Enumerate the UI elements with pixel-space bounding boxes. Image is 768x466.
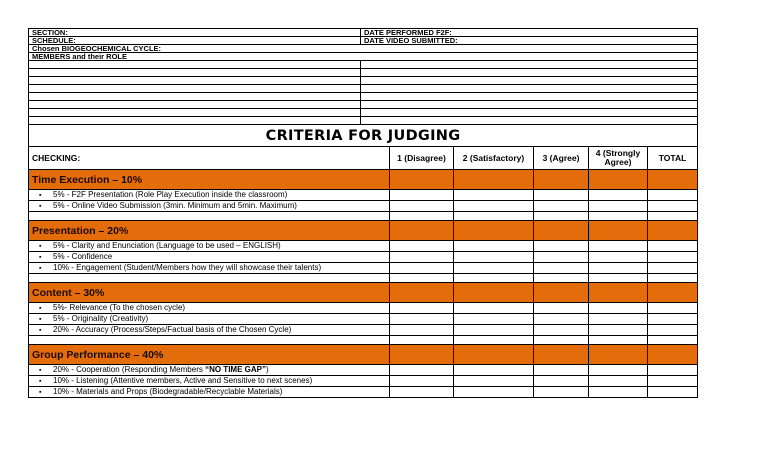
score-cell[interactable] <box>454 345 534 365</box>
score-cell[interactable] <box>534 241 589 252</box>
criterion-text: 5% - Confidence <box>53 252 113 261</box>
score-cell[interactable] <box>390 274 454 283</box>
score-cell[interactable] <box>454 170 534 190</box>
member-role-cell[interactable] <box>361 93 698 101</box>
score-cell[interactable] <box>390 170 454 190</box>
score-cell[interactable] <box>534 325 589 336</box>
total-cell[interactable] <box>648 365 698 376</box>
score-cell[interactable] <box>390 376 454 387</box>
agree-header: 3 (Agree) <box>534 147 589 170</box>
score-cell[interactable] <box>534 263 589 274</box>
score-cell[interactable] <box>454 201 534 212</box>
total-cell[interactable] <box>648 325 698 336</box>
score-cell[interactable] <box>390 387 454 398</box>
total-cell[interactable] <box>648 201 698 212</box>
score-cell[interactable] <box>390 212 454 221</box>
score-cell[interactable] <box>534 376 589 387</box>
score-cell[interactable] <box>534 201 589 212</box>
score-cell[interactable] <box>534 252 589 263</box>
score-cell[interactable] <box>589 221 648 241</box>
member-role-cell[interactable] <box>361 101 698 109</box>
score-cell[interactable] <box>454 190 534 201</box>
score-cell[interactable] <box>589 241 648 252</box>
section-label: Content – 30% <box>29 283 390 303</box>
score-cell[interactable] <box>390 345 454 365</box>
criterion-text: 10% - Listening (Attentive members, Active and Sensitive to next scenes) <box>53 376 313 385</box>
criterion-row <box>29 387 698 398</box>
criterion-row <box>29 263 698 274</box>
total-cell[interactable] <box>648 283 698 303</box>
disagree-header: 1 (Disagree) <box>390 147 454 170</box>
bullet-icon: ▪ <box>39 203 42 210</box>
criterion-text-tail: ) <box>265 365 269 374</box>
criteria-title: CRITERIA FOR JUDGING <box>29 125 698 147</box>
date-submitted-field[interactable]: DATE VIDEO SUBMITTED: <box>361 37 698 45</box>
score-cell[interactable] <box>589 212 648 221</box>
score-cell[interactable] <box>390 241 454 252</box>
score-cell[interactable] <box>589 325 648 336</box>
criterion-text: 5% - Originality (Creativity) <box>53 314 149 323</box>
criterion-row <box>29 325 698 336</box>
spacer-row <box>29 212 698 221</box>
score-cell[interactable] <box>589 252 648 263</box>
score-cell[interactable] <box>589 376 648 387</box>
spacer-row <box>29 274 698 283</box>
chosen-cycle-field[interactable]: Chosen BIOGEOCHEMICAL CYCLE: <box>29 45 698 53</box>
member-name-cell[interactable] <box>29 77 361 85</box>
satisfactory-header: 2 (Satisfactory) <box>454 147 534 170</box>
strongly-agree-header: 4 (Strongly Agree) <box>589 147 648 170</box>
bullet-icon: ▪ <box>39 327 42 334</box>
member-name-cell[interactable] <box>29 61 361 69</box>
score-cell[interactable] <box>534 170 589 190</box>
criterion-text: 5% - F2F Presentation (Role Play Execution inside the classroom) <box>53 190 288 199</box>
score-cell[interactable] <box>454 365 534 376</box>
section-row-group-performance <box>29 345 698 365</box>
criterion-row <box>29 190 698 201</box>
section-row-presentation <box>29 221 698 241</box>
member-name-cell[interactable] <box>29 109 361 117</box>
spacer-row <box>29 336 698 345</box>
member-role-cell[interactable] <box>361 85 698 93</box>
score-cell[interactable] <box>454 263 534 274</box>
score-cell[interactable] <box>390 336 454 345</box>
bullet-icon: ▪ <box>39 389 42 396</box>
checking-header: CHECKING: <box>29 147 390 170</box>
criteria-table <box>28 124 698 398</box>
member-name-cell[interactable] <box>29 101 361 109</box>
section-label: Presentation – 20% <box>29 221 390 241</box>
score-cell[interactable] <box>534 365 589 376</box>
score-cell[interactable] <box>589 365 648 376</box>
score-cell[interactable] <box>534 283 589 303</box>
criterion-text: 20% - Accuracy (Process/Steps/Factual basis of the Chosen Cycle) <box>53 325 292 334</box>
criterion-text: 20% - Cooperation (Responding Members <box>53 365 206 374</box>
section-row-content <box>29 283 698 303</box>
score-cell[interactable] <box>589 190 648 201</box>
score-cell[interactable] <box>454 252 534 263</box>
member-role-cell[interactable] <box>361 69 698 77</box>
criterion-row <box>29 201 698 212</box>
bullet-icon: ▪ <box>39 316 42 323</box>
criterion-text: 5%- Relevance (To the chosen cycle) <box>53 303 186 312</box>
score-cell[interactable] <box>589 170 648 190</box>
score-cell[interactable] <box>390 314 454 325</box>
member-name-cell[interactable] <box>29 85 361 93</box>
total-cell[interactable] <box>648 387 698 398</box>
criterion-text: 5% - Online Video Submission (3min. Minimum and 5min. Maximum) <box>53 201 297 210</box>
member-role-cell[interactable] <box>361 77 698 85</box>
total-cell[interactable] <box>648 221 698 241</box>
judging-form <box>28 28 697 398</box>
total-header: TOTAL <box>648 147 698 170</box>
total-cell[interactable] <box>648 252 698 263</box>
criterion-row <box>29 303 698 314</box>
score-cell[interactable] <box>534 336 589 345</box>
score-cell[interactable] <box>454 376 534 387</box>
score-cell[interactable] <box>534 387 589 398</box>
schedule-field[interactable]: SCHEDULE: <box>29 37 361 45</box>
score-cell[interactable] <box>589 336 648 345</box>
bullet-icon: ▪ <box>39 367 42 374</box>
score-cell[interactable] <box>390 263 454 274</box>
score-cell[interactable] <box>390 190 454 201</box>
total-cell[interactable] <box>648 263 698 274</box>
member-role-cell[interactable] <box>361 61 698 69</box>
score-cell[interactable] <box>390 325 454 336</box>
score-cell[interactable] <box>454 314 534 325</box>
score-cell[interactable] <box>454 221 534 241</box>
section-label: Time Execution – 10% <box>29 170 390 190</box>
score-cell[interactable] <box>534 274 589 283</box>
section-field[interactable]: SECTION: <box>29 29 361 37</box>
header-table <box>28 28 698 125</box>
score-cell[interactable] <box>589 263 648 274</box>
criterion-text: 5% - Clarity and Enunciation (Language to be used – ENGLISH) <box>53 241 281 250</box>
score-cell[interactable] <box>390 252 454 263</box>
bullet-icon: ▪ <box>39 265 42 272</box>
score-cell[interactable] <box>534 212 589 221</box>
score-cell[interactable] <box>534 221 589 241</box>
score-cell[interactable] <box>454 212 534 221</box>
total-cell[interactable] <box>648 170 698 190</box>
criterion-row <box>29 365 698 376</box>
score-cell[interactable] <box>454 325 534 336</box>
member-name-cell[interactable] <box>29 69 361 77</box>
score-cell[interactable] <box>454 303 534 314</box>
score-cell[interactable] <box>589 283 648 303</box>
score-cell[interactable] <box>534 345 589 365</box>
section-row-time-execution <box>29 170 698 190</box>
score-cell[interactable] <box>454 387 534 398</box>
bullet-icon: ▪ <box>39 192 42 199</box>
score-cell[interactable] <box>589 303 648 314</box>
score-cell[interactable] <box>390 283 454 303</box>
score-cell[interactable] <box>589 201 648 212</box>
score-cell[interactable] <box>390 221 454 241</box>
criterion-text: 10% - Materials and Props (Biodegradable/Recyclable Materials) <box>53 387 283 396</box>
score-cell[interactable] <box>534 190 589 201</box>
score-cell[interactable] <box>390 201 454 212</box>
member-name-cell[interactable] <box>29 93 361 101</box>
criterion-row <box>29 241 698 252</box>
members-field[interactable]: MEMBERS and their ROLE <box>29 53 698 61</box>
criterion-text: 10% - Engagement (Student/Members how they will showcase their talents) <box>53 263 322 272</box>
date-performed-field[interactable]: DATE PERFORMED F2F: <box>361 29 698 37</box>
bullet-icon: ▪ <box>39 378 42 385</box>
total-cell[interactable] <box>648 345 698 365</box>
score-cell[interactable] <box>454 283 534 303</box>
score-cell[interactable] <box>390 303 454 314</box>
bullet-icon: ▪ <box>39 254 42 261</box>
score-cell[interactable] <box>454 274 534 283</box>
total-cell[interactable] <box>648 376 698 387</box>
score-cell[interactable] <box>589 314 648 325</box>
criterion-row <box>29 252 698 263</box>
member-role-cell[interactable] <box>361 109 698 117</box>
section-label: Group Performance – 40% <box>29 345 390 365</box>
bullet-icon: ▪ <box>39 305 42 312</box>
score-cell[interactable] <box>454 241 534 252</box>
total-cell[interactable] <box>648 336 698 345</box>
criterion-row <box>29 314 698 325</box>
score-cell[interactable] <box>454 336 534 345</box>
total-cell[interactable] <box>648 274 698 283</box>
bullet-icon: ▪ <box>39 243 42 250</box>
score-cell[interactable] <box>534 314 589 325</box>
total-cell[interactable] <box>648 190 698 201</box>
criterion-emphasis: “NO TIME GAP” <box>205 365 266 374</box>
criterion-row <box>29 376 698 387</box>
score-cell[interactable] <box>534 303 589 314</box>
score-cell[interactable] <box>589 345 648 365</box>
score-cell[interactable] <box>390 365 454 376</box>
total-cell[interactable] <box>648 241 698 252</box>
total-cell[interactable] <box>648 303 698 314</box>
total-cell[interactable] <box>648 212 698 221</box>
total-cell[interactable] <box>648 314 698 325</box>
score-cell[interactable] <box>589 387 648 398</box>
score-cell[interactable] <box>589 274 648 283</box>
